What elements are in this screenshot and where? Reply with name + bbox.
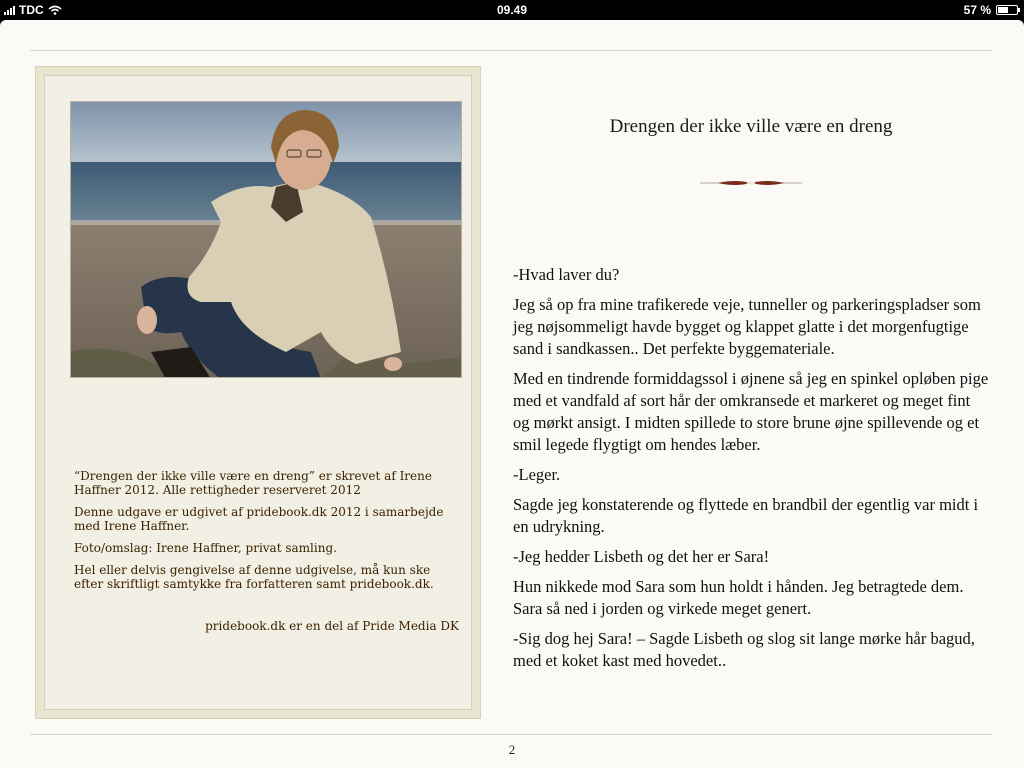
top-rule <box>30 50 992 51</box>
imprint-card <box>35 66 481 719</box>
status-right <box>964 3 1018 17</box>
carrier-label: TDC <box>19 3 44 17</box>
status-bar <box>0 0 1024 20</box>
clock: 09.49 <box>496 3 528 17</box>
story-paragraph: Jeg så op fra mine trafikerede veje, tunneller og parkeringspladser som jeg nøjsommeligt havde bygget og klappet glatte i det morgenfugtige sand i sandkassen.. Det perfekte byggemateriale. <box>513 295 981 358</box>
page-number: 2 <box>508 742 516 757</box>
imprint-line: Foto/omslag: Irene Haffner, privat samling. <box>74 541 337 555</box>
story-paragraph: -Leger. <box>513 465 561 484</box>
battery-percent: 57 % <box>963 3 991 17</box>
battery-icon <box>996 5 1018 15</box>
story-paragraph: Hun nikkede mod Sara som hun holdt i hånden. Jeg betragtede dem. Sara så ned i jorden og virkede meget genert. <box>513 577 964 618</box>
story-paragraph: -Hvad laver du? <box>513 265 620 284</box>
imprint-card-inner <box>44 75 472 710</box>
publisher-credit: pridebook.dk er en del af Pride Media DK <box>205 619 459 633</box>
book-page[interactable] <box>0 20 1024 768</box>
battery-fill <box>998 7 1008 13</box>
imprint-line: “Drengen der ikke ville være en dreng” er skrevet af Irene Haffner 2012. Alle rettigheder reserveret 2012 <box>74 469 432 497</box>
author-photo[interactable] <box>70 101 462 378</box>
bottom-rule <box>30 734 992 735</box>
imprint-line: Denne udgave er udgivet af pridebook.dk 2012 i samarbejde med Irene Haffner. <box>74 505 444 533</box>
chapter-title: Drengen der ikke ville være en dreng <box>609 116 893 137</box>
story-paragraph: Med en tindrende formiddagssol i øjnene så jeg en spinkel opløben pige med et vandfald af sort hår der omkransede et markeret og meget fint og mørkt ansigt. I midten spillede to store brune øjne spillevende og et smil legede flygtigt om hendes læber. <box>513 369 989 454</box>
imprint-line: Hel eller delvis gengivelse af denne udgivelse, må kun ske efter skriftligt samtykke fra forfatteren samt pridebook.dk. <box>74 563 434 591</box>
ornament-divider <box>700 178 802 188</box>
story-text <box>513 264 989 680</box>
story-paragraph: -Jeg hedder Lisbeth og det her er Sara! <box>513 547 770 566</box>
story-paragraph: Sagde jeg konstaterende og flyttede en brandbil der egentlig var midt i en udrykning. <box>513 495 979 536</box>
imprint-text <box>74 469 459 641</box>
story-paragraph: -Sig dog hej Sara! – Sagde Lisbeth og slog sit lange mørke hår bagud, med et koket kast med hovedet.. <box>513 629 975 670</box>
beach-photo-image <box>71 102 462 378</box>
